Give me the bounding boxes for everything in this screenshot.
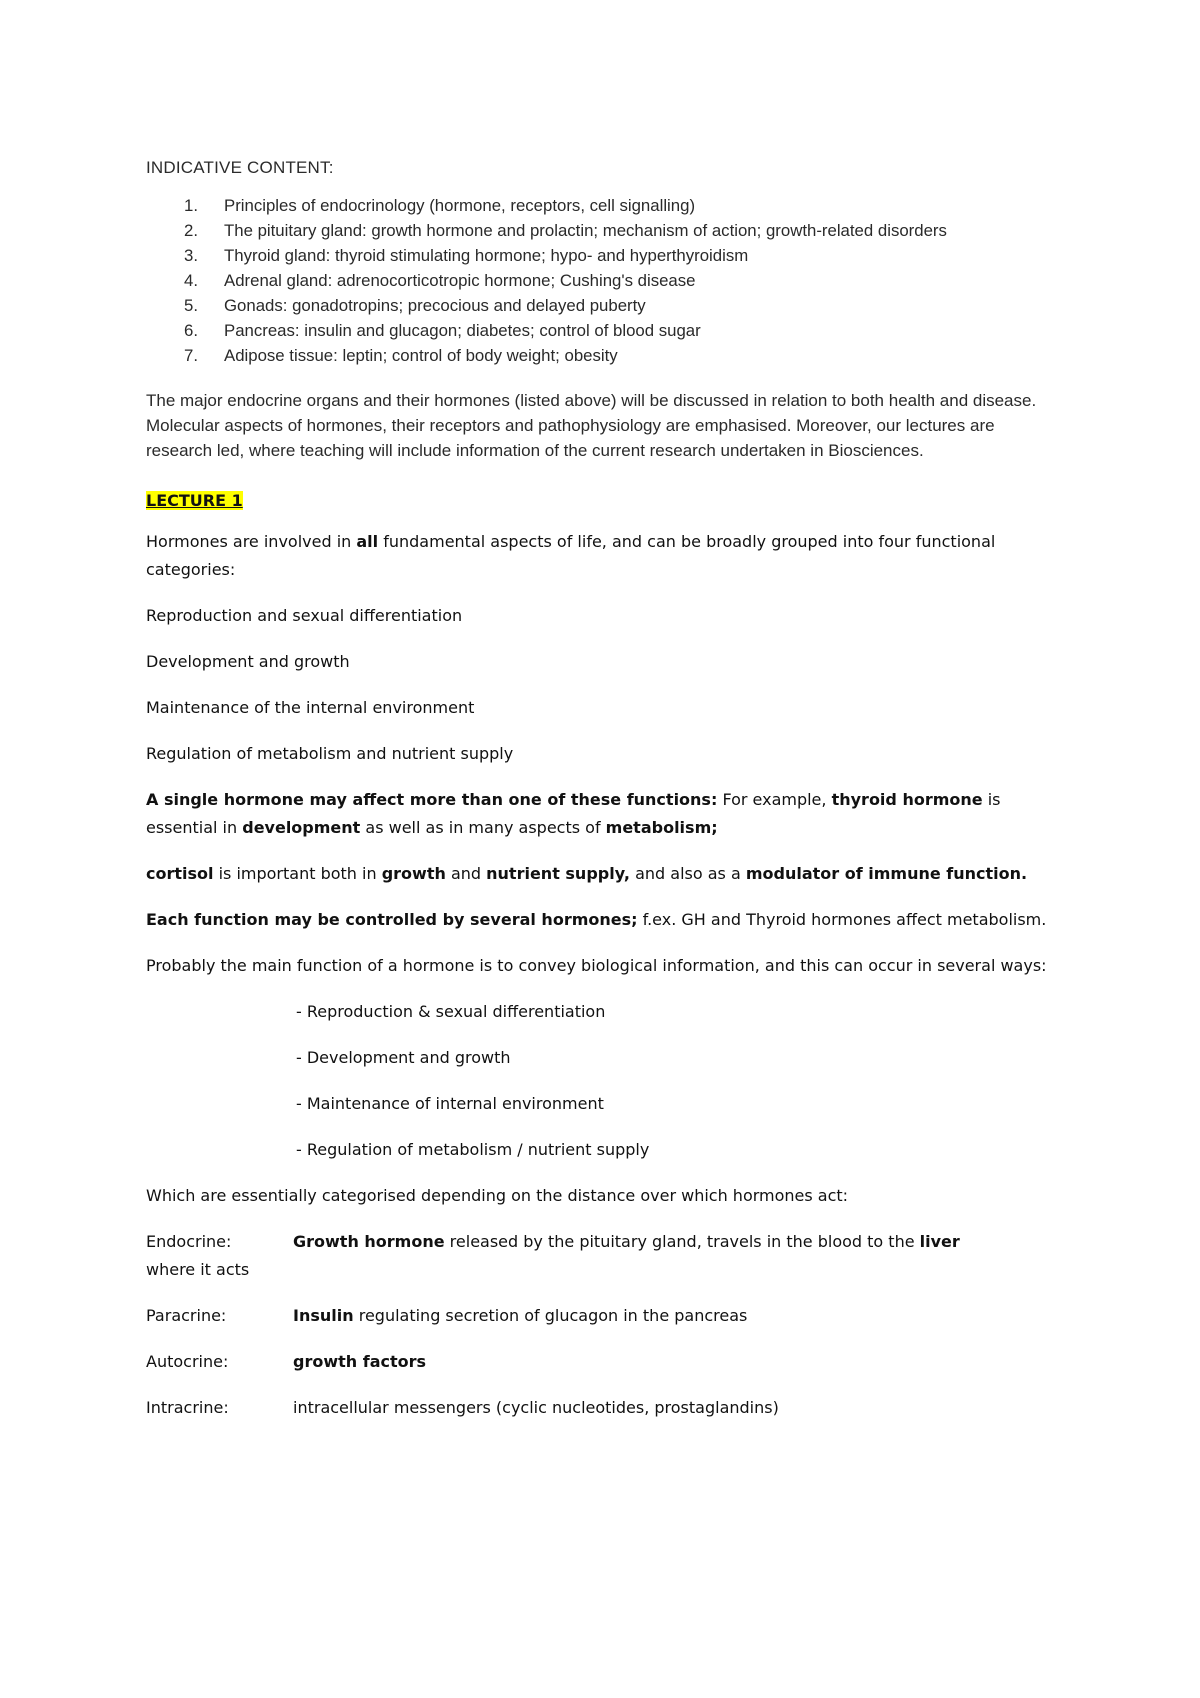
- paragraph-cortisol: cortisol is important both in growth and nutrient supply, and also as a modulator of immune function.: [146, 864, 1028, 883]
- type-description: Insulin regulating secretion of glucagon in the pancreas: [293, 1306, 748, 1325]
- paragraph-single-hormone: A single hormone may affect more than one of these functions: For example, thyroid hormone is essential in development as well as in many aspects of metabolism;: [146, 790, 1001, 837]
- type-description: intracellular messengers (cyclic nucleotides, prostaglandins): [293, 1398, 779, 1417]
- document-page: [146, 158, 1066, 1422]
- list-item: 2. The pituitary gland: growth hormone and prolactin; mechanism of action; growth-related disorders: [184, 221, 947, 240]
- paragraph-distance: Which are essentially categorised depending on the distance over which hormones act:: [146, 1186, 849, 1205]
- list-item: 1. Principles of endocrinology (hormone, receptors, cell signalling): [184, 196, 696, 215]
- category-item: Regulation of metabolism and nutrient supply: [146, 744, 514, 763]
- type-label: Paracrine:: [146, 1306, 227, 1325]
- indicative-content-list: [146, 193, 1066, 368]
- hormone-type-autocrine: [146, 1348, 1066, 1376]
- list-item: 3. Thyroid gland: thyroid stimulating hormone; hypo- and hyperthyroidism: [184, 246, 749, 265]
- list-item: 7. Adipose tissue: leptin; control of body weight; obesity: [184, 346, 618, 365]
- paragraph-main-function: Probably the main function of a hormone is to convey biological information, and this can occur in several ways:: [146, 956, 1047, 975]
- type-description: Growth hormone released by the pituitary gland, travels in the blood to the liver: [293, 1232, 960, 1251]
- intro-paragraph: The major endocrine organs and their hormones (listed above) will be discussed in relation to both health and disease. Molecular aspects of hormones, their receptors and pathophysiology are emphasised. Moreover, our lectures are research led, where teaching will include information of the current research undertaken in Biosciences.: [146, 391, 1037, 460]
- type-label: Intracrine:: [146, 1398, 229, 1417]
- lecture-section: [146, 491, 1066, 1422]
- type-label: Endocrine:: [146, 1232, 232, 1251]
- way-item: - Regulation of metabolism / nutrient supply: [296, 1140, 650, 1159]
- hormone-type-endocrine: [146, 1228, 1066, 1256]
- hormone-type-paracrine: [146, 1302, 1066, 1330]
- paragraph-hormones-involved: Hormones are involved in all fundamental aspects of life, and can be broadly grouped into four functional categories:: [146, 532, 996, 579]
- hormone-type-intracrine: [146, 1394, 1066, 1422]
- lecture-heading: LECTURE 1: [146, 491, 243, 510]
- type-label: Autocrine:: [146, 1352, 229, 1371]
- category-item: Reproduction and sexual differentiation: [146, 606, 463, 625]
- category-item: Development and growth: [146, 652, 350, 671]
- list-item: 4. Adrenal gland: adrenocorticotropic hormone; Cushing's disease: [184, 271, 696, 290]
- way-item: - Maintenance of internal environment: [296, 1094, 604, 1113]
- type-description: growth factors: [293, 1352, 427, 1371]
- way-item: - Reproduction & sexual differentiation: [296, 1002, 606, 1021]
- list-item: 5. Gonads: gonadotropins; precocious and delayed puberty: [184, 296, 646, 315]
- way-item: - Development and growth: [296, 1048, 511, 1067]
- list-item: 6. Pancreas: insulin and glucagon; diabetes; control of blood sugar: [184, 321, 701, 340]
- indicative-content-title: INDICATIVE CONTENT:: [146, 158, 334, 177]
- category-item: Maintenance of the internal environment: [146, 698, 475, 717]
- paragraph-each-function: Each function may be controlled by several hormones; f.ex. GH and Thyroid hormones affect metabolism.: [146, 910, 1047, 929]
- endocrine-continuation: where it acts: [146, 1260, 250, 1279]
